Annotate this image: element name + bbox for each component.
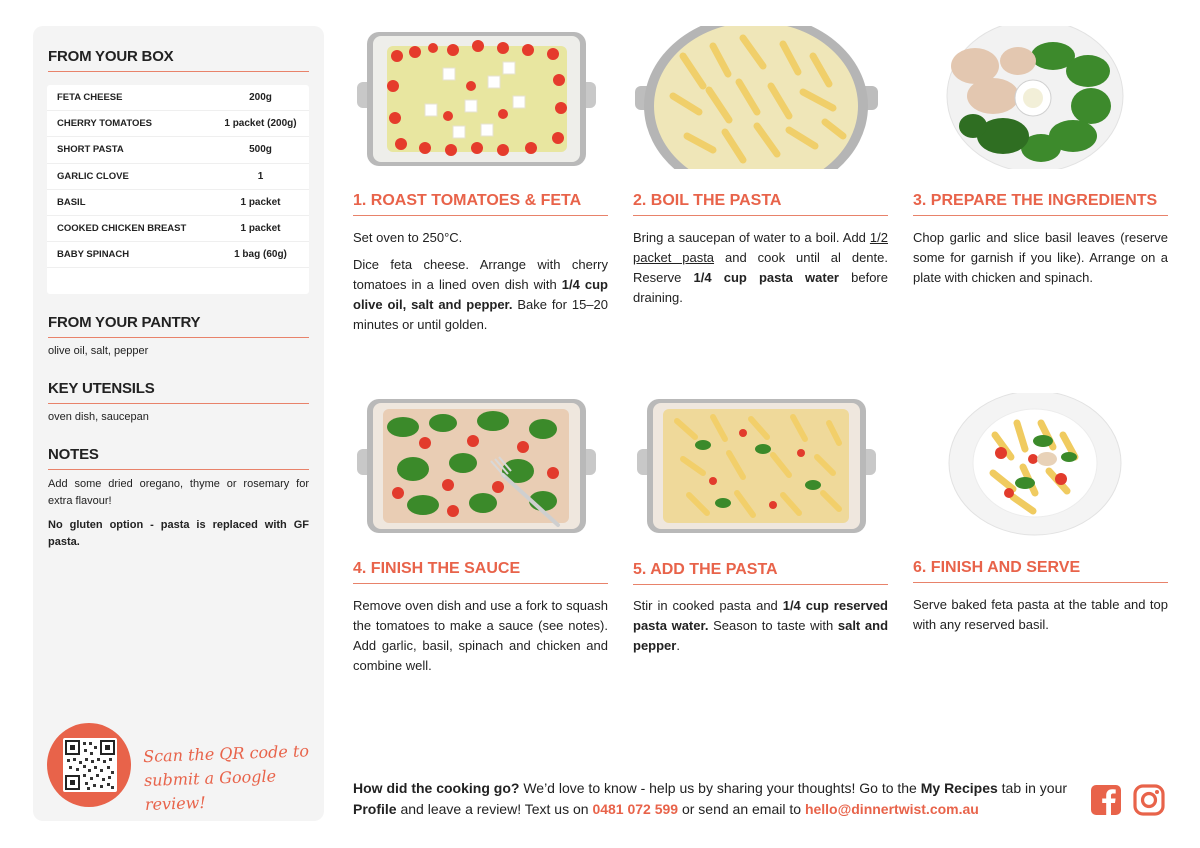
ingredient-name: COOKED CHICKEN BREAST xyxy=(57,223,187,235)
step-2-p1: Bring a saucepan of water to a boil. Add 1/2 packet pasta and cook until al dente. Reserve 1/4 cup pasta water before draining. xyxy=(633,230,888,305)
ingredient-qty: 200g xyxy=(249,92,272,104)
ingredient-name: CHERRY TOMATOES xyxy=(57,118,153,130)
pantry-text: olive oil, salt, pepper xyxy=(48,345,149,357)
instagram-icon[interactable] xyxy=(1133,784,1167,818)
ingredient-row xyxy=(47,216,309,242)
notes-heading: NOTES xyxy=(48,446,309,470)
footer-profile: Profile xyxy=(353,801,397,817)
ingredient-row xyxy=(47,242,309,268)
ingredient-row xyxy=(47,137,309,163)
step-2-title: 2. BOIL THE PASTA xyxy=(633,192,888,216)
step-3-text xyxy=(913,228,1168,288)
ingredient-qty: 1 bag (60g) xyxy=(234,249,287,261)
utensils-text: oven dish, saucepan xyxy=(48,411,149,423)
qr-caption: Scan the QR code to submit a Google review! xyxy=(142,741,310,815)
ingredient-qty: 1 packet (200g) xyxy=(224,118,297,130)
qr-badge[interactable] xyxy=(47,723,131,807)
step-1-p1: Set oven to 250°C. xyxy=(353,230,463,245)
step-6-p1: Serve baked feta pasta at the table and top with any reserved basil. xyxy=(913,597,1168,632)
step-6-title: 6. FINISH AND SERVE xyxy=(913,559,1168,583)
notes-gluten-text: No gluten option - pasta is replaced with GF pasta. xyxy=(48,519,309,548)
step-2-text xyxy=(633,228,888,308)
step-1-p2: Dice feta cheese. Arrange with cherry tomatoes in a lined oven dish with 1/4 cup olive oil, salt and pepper. Bake for 15–20 minutes or until golden. xyxy=(353,257,608,332)
ingredient-qty: 1 xyxy=(257,170,264,182)
ingredient-name: BASIL xyxy=(57,196,86,208)
step-3-p1: Chop garlic and slice basil leaves (reserve some for garnish if you like). Arrange on a plate with chicken and spinach. xyxy=(913,230,1168,285)
step-4-p1: Remove oven dish and use a fork to squash the tomatoes to make a sauce (see notes). Add garlic, basil, spinach and chicken and combine well. xyxy=(353,598,608,673)
box-heading: FROM YOUR BOX xyxy=(48,48,309,72)
email-link[interactable]: hello@dinnertwist.com.au xyxy=(804,801,979,817)
ingredient-name: SHORT PASTA xyxy=(57,144,124,156)
utensils-heading: KEY UTENSILS xyxy=(48,380,309,404)
step-4-text xyxy=(353,596,608,676)
ingredient-qty: 1 packet xyxy=(240,223,281,235)
ingredient-row xyxy=(47,164,309,190)
step-3-image xyxy=(913,26,1160,169)
sidebar xyxy=(33,26,324,821)
step-6-image xyxy=(913,393,1160,536)
step-1-text xyxy=(353,228,608,335)
ingredient-row xyxy=(47,111,309,137)
step-5-image xyxy=(633,393,880,536)
pantry-heading: FROM YOUR PANTRY xyxy=(48,314,309,338)
ingredient-name: BABY SPINACH xyxy=(57,249,130,261)
ingredient-row xyxy=(47,190,309,216)
ingredient-qty: 1 packet xyxy=(240,196,281,208)
ingredient-row xyxy=(47,268,309,294)
ingredient-qty: 500g xyxy=(249,144,272,156)
ingredient-name: FETA CHEESE xyxy=(57,92,123,104)
step-4-title: 4. FINISH THE SAUCE xyxy=(353,560,608,584)
step-5-p1: Stir in cooked pasta and 1/4 cup reserved pasta water. Season to taste with salt and pepper. xyxy=(633,598,889,653)
step-1-image xyxy=(353,26,600,169)
footer-question: How did the cooking go? xyxy=(353,780,520,796)
step-4-image xyxy=(353,393,600,536)
qr-code-icon[interactable] xyxy=(63,738,117,792)
ingredient-row xyxy=(47,85,309,111)
footer-text: How did the cooking go? We’d love to know - help us by sharing your thoughts! Go to the My Recipes tab in your Profile and leave a review! Text us on 0481 072 599 or send an email to hello@dinnertwist.com.au xyxy=(353,780,1068,817)
step-5-title: 5. ADD THE PASTA xyxy=(633,561,888,585)
step-2-image xyxy=(633,26,880,169)
step-3-title: 3. PREPARE THE INGREDIENTS xyxy=(913,192,1168,216)
step-1-title: 1. ROAST TOMATOES & FETA xyxy=(353,192,608,216)
step-5-text xyxy=(633,596,888,656)
phone-link[interactable]: 0481 072 599 xyxy=(592,801,679,817)
notes-text: Add some dried oregano, thyme or rosemary for extra flavour! xyxy=(48,478,309,507)
step-6-text xyxy=(913,595,1168,635)
footer-my-recipes: My Recipes xyxy=(920,780,998,796)
ingredient-name: GARLIC CLOVE xyxy=(57,170,129,182)
facebook-icon[interactable] xyxy=(1090,784,1124,818)
ingredients-table xyxy=(47,85,309,294)
